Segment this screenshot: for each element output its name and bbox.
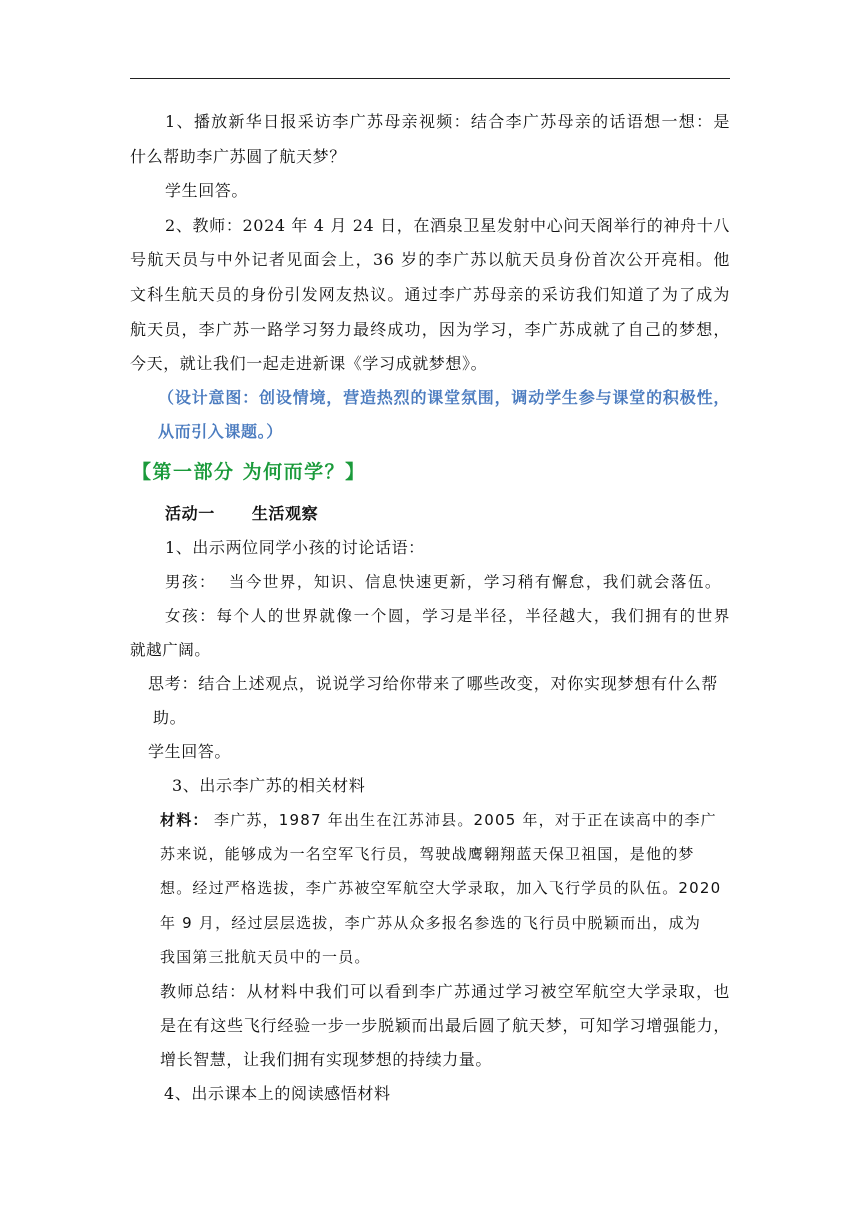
paragraph-line: 2、教师：2024 年 4 月 24 日，在酒泉卫星发射中心问天阁举行的神舟十八 [165, 216, 730, 235]
paragraph-line: 4、出示课本上的阅读感悟材料 [164, 1084, 391, 1103]
paragraph-line: 是在有这些飞行经验一步一步脱颖而出最后圆了航天梦，可知学习增强能力， [160, 1016, 730, 1035]
paragraph-line: 3、出示李广苏的相关材料 [172, 776, 366, 795]
paragraph-line: 思考：结合上述观点，说说学习给你带来了哪些改变，对你实现梦想有什么帮 [148, 674, 718, 693]
paragraph-line: 学生回答。 [148, 742, 232, 761]
paragraph-line: 教师总结：从材料中我们可以看到李广苏通过学习被空军航空大学录取，也 [160, 982, 730, 1001]
material-line: 我国第三批航天员中的一员。 [160, 948, 371, 966]
paragraph-line: 今天，就让我们一起走进新课《学习成就梦想》。 [130, 354, 488, 373]
paragraph-line: 1、播放新华日报采访李广苏母亲视频：结合李广苏母亲的话语想一想：是 [165, 112, 730, 131]
activity-heading: 活动一 生活观察 [165, 504, 319, 523]
material-line: 年 9 月，经过层层选拔，李广苏从众多报名参选的飞行员中脱颖而出，成为 [160, 914, 702, 932]
paragraph-line: 增长智慧，让我们拥有实现梦想的持续力量。 [160, 1050, 493, 1069]
paragraph-line: 1、出示两位同学小孩的讨论话语： [165, 538, 425, 557]
header-rule [130, 78, 730, 79]
paragraph-line: 航天员，李广苏一路学习努力最终成功，因为学习，李广苏成就了自己的梦想， [130, 320, 730, 339]
paragraph-line: 什么帮助李广苏圆了航天梦？ [130, 147, 346, 166]
design-intent-note: （设计意图：创设情境，营造热烈的课堂氛围，调动学生参与课堂的积极性， [158, 388, 730, 407]
design-intent-note: 从而引入课题。） [158, 422, 283, 441]
section-heading: 【第一部分 为何而学？】 [132, 461, 366, 483]
paragraph-line: 文科生航天员的身份引发网友热议。通过李广苏母亲的采访我们知道了为了成为 [130, 285, 730, 304]
dialogue-line: 女孩：每个人的世界就像一个圆，学习是半径，半径越大，我们拥有的世界 [165, 607, 730, 625]
material-label: 材料： [160, 811, 209, 829]
paragraph-line: 助。 [153, 708, 187, 727]
material-line: 想。经过严格选拔，李广苏被空军航空大学录取，加入飞行学员的队伍。2020 [160, 879, 722, 897]
paragraph-line: 学生回答。 [165, 181, 249, 200]
dialogue-line: 就越广阔。 [130, 641, 211, 659]
material-line: 李广苏，1987 年出生在江苏沛县。2005 年，对于正在读高中的李广 [214, 811, 717, 829]
paragraph-line: 号航天员与中外记者见面会上，36 岁的李广苏以航天员身份首次公开亮相。他 [130, 250, 730, 269]
material-line: 苏来说，能够成为一名空军飞行员，驾驶战鹰翱翔蓝天保卫祖国，是他的梦 [160, 845, 695, 863]
dialogue-line: 男孩： 当今世界，知识、信息快速更新，学习稍有懈怠，我们就会落伍。 [165, 573, 722, 591]
